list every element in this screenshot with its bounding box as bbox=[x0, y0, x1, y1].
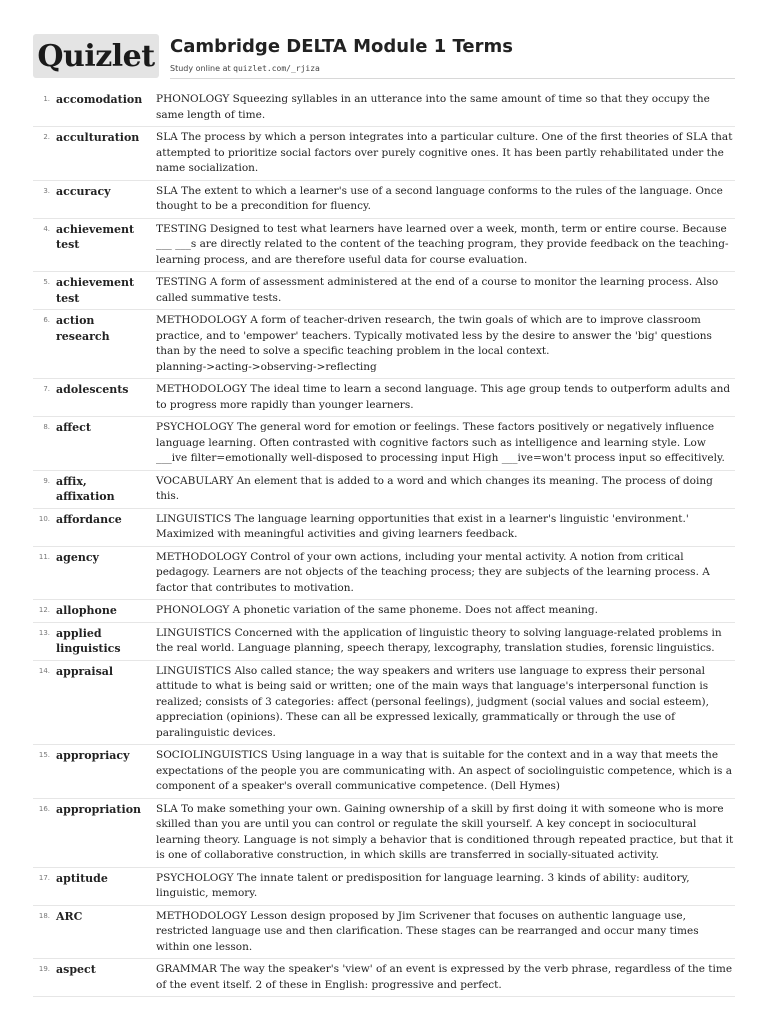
term-number: 16. bbox=[38, 804, 50, 813]
term-word: achievement test bbox=[56, 276, 135, 305]
term-number: 1. bbox=[43, 95, 50, 103]
term-row bbox=[33, 127, 735, 181]
term-number: 10. bbox=[38, 514, 50, 523]
term-definition: PSYCHOLOGY The innate talent or predisposition for language learning. 3 kinds of ability: auditory, linguistic, memory. bbox=[156, 871, 690, 899]
term-definition: PHONOLOGY Squeezing syllables in an utterance into the same amount of time so that they occupy the same length of time. bbox=[156, 93, 710, 121]
term-word: allophone bbox=[56, 604, 117, 617]
term-definition: LINGUISTICS Concerned with the application of linguistic theory to solving language-related problems in the real world. Language planning, speech therapy, lexcography, translation studies, forensic linguistics. bbox=[156, 626, 722, 654]
term-number: 4. bbox=[43, 224, 50, 233]
term-row bbox=[33, 661, 735, 746]
term-row bbox=[33, 89, 735, 127]
term-number: 14. bbox=[38, 666, 50, 675]
term-definition: PSYCHOLOGY The general word for emotion or feelings. These factors positively or negatively influence language learning. Often contrasted with cognitive factors such as intelligence and learning style. Low ___ive filter=emotionally well-disposed to processing input High ___ive=won't process input so effecitively. bbox=[156, 421, 725, 464]
term-number: 18. bbox=[38, 911, 50, 920]
term-row bbox=[33, 623, 735, 661]
term-word: acculturation bbox=[56, 131, 140, 144]
term-row bbox=[33, 219, 735, 273]
term-definition: METHODOLOGY Control of your own actions, including your mental activity. A notion from critical pedagogy. Learners are not objects of the teaching process; they are subjects of the learning process. A factor that contributes to motivation. bbox=[156, 550, 710, 594]
term-number: 9. bbox=[43, 476, 50, 485]
term-word: action research bbox=[56, 314, 110, 343]
term-number: 19. bbox=[38, 965, 50, 973]
term-number: 17. bbox=[38, 873, 50, 882]
study-online-link[interactable]: quizlet.com/_rjiza bbox=[233, 64, 320, 73]
term-definition: TESTING A form of assessment administered at the end of a course to monitor the learning process. Also called summative tests. bbox=[156, 276, 719, 304]
term-number: 11. bbox=[38, 552, 50, 561]
term-definition: LINGUISTICS Also called stance; the way speakers and writers use language to express their personal attitude to what is being said or written; one of the main ways that language's interpersonal function is realized; consists of 3 categories: affect (personal feelings), judgment (social values and social esteem), appreciation (opinions). These can all be expressed lexically, grammatically or through the use of paralinguistic devices. bbox=[156, 664, 709, 739]
term-definition: GRAMMAR The way the speaker's 'view' of an event is expressed by the verb phrase, regardless of the time of the event itself. 2 of these in English: progressive and perfect. bbox=[156, 963, 733, 991]
term-list bbox=[33, 89, 735, 997]
term-row bbox=[33, 509, 735, 547]
term-row bbox=[33, 799, 735, 868]
term-definition: SLA The process by which a person integrates into a particular culture. One of the first theories of SLA that attempted to prioritize social factors over purely cognitive ones. It has been partly rehabilitated under the name socialization. bbox=[156, 131, 733, 174]
term-definition: PHONOLOGY A phonetic variation of the same phoneme. Does not affect meaning. bbox=[156, 604, 598, 616]
term-definition: METHODOLOGY A form of teacher-driven research, the twin goals of which are to improve classroom practice, and to 'empower' teachers. Typically motivated less by the desire to answer the 'big' questions than by the need to solve a specific teaching problem in the local context. planning->acting->observing->reflecting bbox=[156, 314, 712, 373]
term-definition: TESTING Designed to test what learners have learned over a week, month, term or entire course. Because ___ ___s are directly related to the content of the teaching program, they provide feedback on the teaching-learning process, and are therefore useful data for course evaluation. bbox=[156, 222, 729, 266]
term-row bbox=[33, 868, 735, 906]
term-word: accomodation bbox=[56, 93, 143, 106]
term-word: appropriacy bbox=[56, 749, 130, 762]
term-word: achievement test bbox=[56, 222, 135, 251]
term-word: affect bbox=[56, 421, 91, 434]
term-definition: SLA The extent to which a learner's use of a second language conforms to the rules of the language. Once thought to be a precondition for fluency. bbox=[156, 184, 723, 212]
term-word: affordance bbox=[56, 512, 122, 526]
term-number: 13. bbox=[38, 628, 50, 637]
term-number: 6. bbox=[43, 316, 50, 324]
term-word: agency bbox=[56, 550, 99, 564]
term-number: 8. bbox=[43, 423, 50, 431]
term-number: 7. bbox=[43, 385, 50, 393]
term-word: appropriation bbox=[56, 802, 142, 816]
page-title: Cambridge DELTA Module 1 Terms bbox=[170, 36, 513, 57]
page-header bbox=[33, 34, 735, 80]
term-row bbox=[33, 745, 735, 799]
term-definition: METHODOLOGY The ideal time to learn a second language. This age group tends to outperform adults and to progress more rapidly than younger learners. bbox=[156, 383, 731, 411]
term-word: affix, affixation bbox=[56, 474, 115, 503]
term-definition: LINGUISTICS The language learning opportunities that exist in a learner's linguistic 'environment.' Maximized with meaningful activities and giving learners feedback. bbox=[156, 512, 689, 540]
term-number: 2. bbox=[43, 133, 50, 141]
term-row bbox=[33, 379, 735, 417]
term-word: aptitude bbox=[56, 871, 108, 885]
quizlet-logo bbox=[33, 34, 159, 78]
term-word: aspect bbox=[56, 963, 96, 976]
subtitle-prefix: Study online at bbox=[170, 64, 234, 73]
term-row bbox=[33, 471, 735, 509]
page-subtitle bbox=[170, 64, 320, 73]
term-definition: SOCIOLINGUISTICS Using language in a way that is suitable for the context and in a way that meets the expectations of the people you are communicating with. An aspect of sociolinguistic competence, which is a component of a speaker's overall communicative competence. (Dell Hymes) bbox=[156, 749, 733, 792]
term-word: applied linguistics bbox=[56, 626, 121, 655]
term-row bbox=[33, 906, 735, 960]
term-word: appraisal bbox=[56, 664, 114, 678]
term-word: accuracy bbox=[56, 184, 111, 198]
term-number: 3. bbox=[43, 186, 50, 195]
term-row bbox=[33, 272, 735, 310]
term-definition: VOCABULARY An element that is added to a word and which changes its meaning. The process of doing this. bbox=[156, 474, 713, 502]
term-number: 5. bbox=[43, 278, 50, 286]
term-definition: METHODOLOGY Lesson design proposed by Jim Scrivener that focuses on authentic language use, restricted language use and then clarification. These stages can be rearranged and occur many times within one lesson. bbox=[156, 909, 699, 953]
term-word: adolescents bbox=[56, 383, 129, 396]
logo-text: Quizlet bbox=[37, 38, 155, 74]
header-divider bbox=[170, 78, 735, 79]
term-row bbox=[33, 600, 735, 623]
term-word: ARC bbox=[56, 909, 83, 923]
term-row bbox=[33, 310, 735, 379]
term-definition: SLA To make something your own. Gaining ownership of a skill by first doing it with someone who is more skilled than you are until you can control or regulate the skill yourself. A key concept in sociocultural learning theory. Language is not simply a behavior that is conditioned through repeated practice, but that it is one of collaborative construction, in which skills are transferred in socially-situated activity. bbox=[156, 802, 734, 861]
term-number: 15. bbox=[38, 751, 50, 759]
term-row bbox=[33, 417, 735, 471]
term-row bbox=[33, 959, 735, 997]
term-row bbox=[33, 181, 735, 219]
term-row bbox=[33, 547, 735, 601]
term-number: 12. bbox=[38, 606, 50, 614]
